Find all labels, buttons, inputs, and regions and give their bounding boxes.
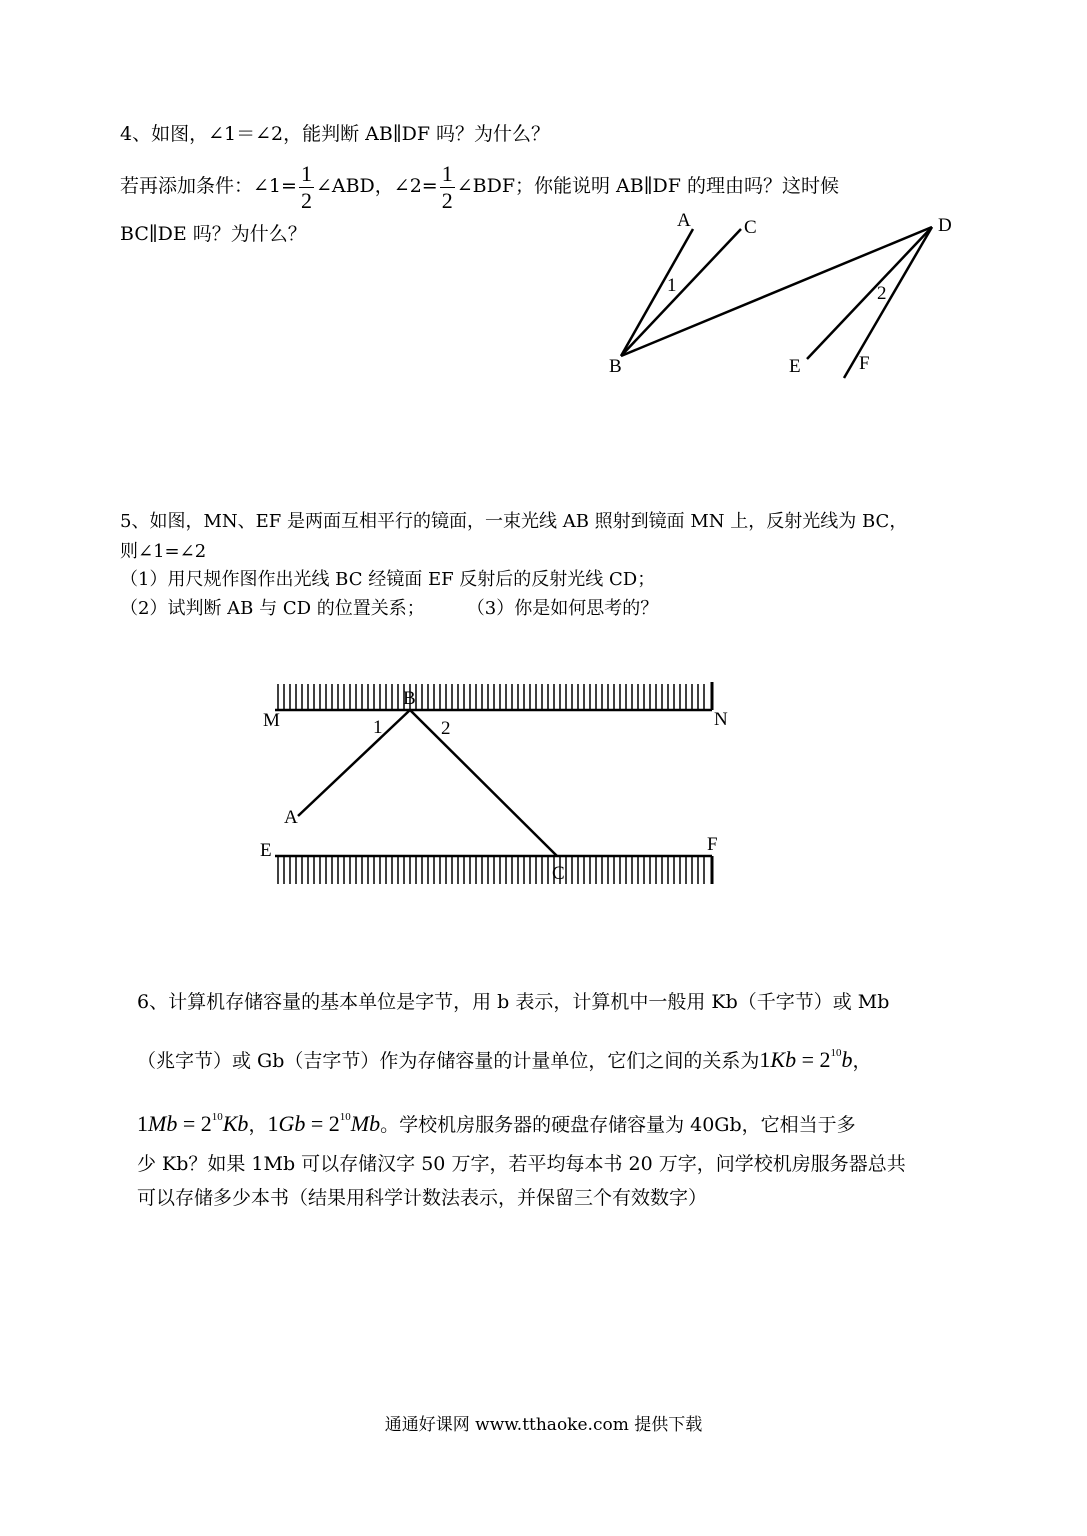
q6-line2-text: （兆字节）或 Gb（吉字节）作为存储容量的计量单位，它们之间的关系为 [137,1050,760,1072]
label-angle-1: 1 [667,275,677,296]
mirror-EF-hatching [278,856,704,884]
q4-line2-b: ∠ABD，∠2= [315,175,438,197]
q5-line4-a: （2）试判断 AB 与 CD 的位置关系； [120,598,425,619]
mirror-MN-hatching [278,684,704,710]
equation-mb: $1Mb = 2^{10}Kb$ [137,1111,249,1136]
label-M: M [263,710,280,731]
fraction-denominator: 2 [441,187,453,213]
label-F: F [859,353,870,374]
equation-kb: $1Kb = 2^{10}b$ [759,1047,853,1072]
q4-line1: 4、如图，∠1＝∠2，能判断 AB∥DF 吗？为什么？ [120,123,551,145]
q5-line2: 则∠1=∠2 [120,541,207,562]
label-C: C [744,217,757,238]
label-C: C [552,863,565,884]
q4-figure [590,200,990,390]
fraction-numerator: 1 [300,160,312,186]
q6-line3 [137,1105,856,1137]
footer: 通通好课网 www.tthaoke.com 提供下载 [384,1415,703,1435]
q6-line5: 可以存储多少本书（结果用科学计数法表示，并保留三个有效数字） [137,1187,708,1209]
q5-line4-b: （3）你是如何思考的？ [466,598,659,619]
q6-line1: 6、计算机存储容量的基本单位是字节，用 b 表示，计算机中一般用 Kb（千字节）或 Mb [137,991,890,1013]
label-angle-2: 2 [877,283,887,304]
label-E: E [260,840,272,861]
label-N: N [714,709,728,730]
q4-line2-c: ∠BDF；你能说明 AB∥DF 的理由吗？这时候 [456,175,839,197]
fraction-half-1 [299,161,314,214]
segment-DE [807,227,932,359]
q5-line1: 5、如图，MN、EF 是两面互相平行的镜面，一束光线 AB 照射到镜面 MN 上，反射光线为 BC， [120,511,908,532]
q5-figure [250,670,750,900]
q5-line3: （1）用尺规作图作出光线 BC 经镜面 EF 反射后的反射光线 CD； [120,569,656,590]
comma: ， [248,1114,268,1136]
label-D: D [938,215,952,236]
label-A: A [284,807,298,828]
ray-BC [410,710,557,856]
label-angle-1: 1 [373,717,383,738]
segment-DF [844,227,932,378]
q4-line3: BC∥DE 吗？为什么？ [120,223,307,245]
label-B: B [609,356,622,377]
q4-line2-a: 若再添加条件：∠1= [120,175,297,197]
label-F: F [707,834,718,855]
ray-AB [298,710,410,816]
equation-gb: $1Gb = 2^{10}Mb$ [267,1111,381,1136]
label-A: A [677,210,691,231]
label-E: E [789,356,801,377]
q5-line4 [120,597,658,621]
label-angle-2: 2 [441,718,451,739]
fraction-half-2 [440,161,455,214]
comma: ， [852,1050,872,1072]
q6-line3-rest: 。学校机房服务器的硬盘存储容量为 40Gb，它相当于多 [380,1114,856,1136]
q6-line4: 少 Kb？如果 1Mb 可以存储汉字 50 万字，若平均每本书 20 万字，问学校机房服务器总共 [137,1153,906,1175]
fraction-denominator: 2 [300,187,312,213]
label-B: B [403,688,416,709]
q6-line2 [137,1041,872,1073]
fraction-numerator: 1 [441,160,453,186]
